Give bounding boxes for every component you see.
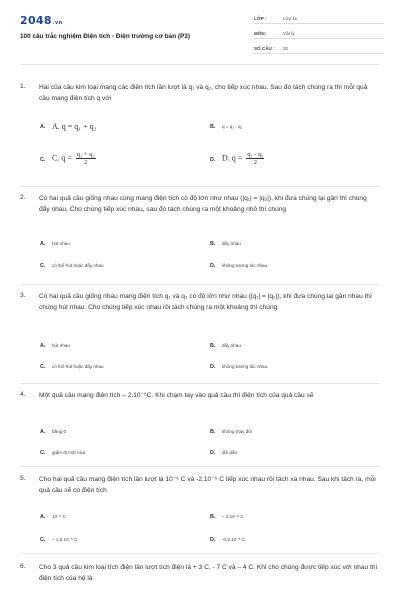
option-text: q = q₁ - q₂ bbox=[222, 124, 243, 129]
option-letter: D. bbox=[210, 157, 216, 163]
option-letter: C. bbox=[40, 364, 46, 370]
logo-text: 2048 bbox=[20, 14, 52, 27]
option-letter: C. bbox=[40, 537, 46, 543]
question-number: 6. bbox=[20, 563, 26, 570]
option-letter: A. bbox=[40, 429, 46, 435]
fraction bbox=[76, 151, 96, 166]
option-text: không tương tác nhau. bbox=[222, 263, 269, 268]
option-letter: A. bbox=[40, 124, 46, 130]
fraction-numerator: q₁ + q₂ bbox=[76, 151, 95, 158]
question-number: 4. bbox=[20, 391, 26, 398]
question-text: Một quả cầu mang điện tích – 2.10⁻⁶C. Khi chạm tay vào quả cầu thì điện tích của quả cầu sẽ bbox=[39, 392, 314, 399]
option-letter: B. bbox=[210, 124, 216, 130]
option-formula bbox=[222, 151, 264, 166]
meta-count-value: 20 bbox=[283, 46, 289, 51]
question-number: 5. bbox=[20, 475, 26, 482]
fraction-denominator: 2 bbox=[253, 159, 257, 166]
option-text: A. q = q₁ + q₂ bbox=[52, 122, 97, 131]
meta-count bbox=[254, 44, 384, 54]
option-letter: C. bbox=[40, 157, 46, 163]
question-divider bbox=[20, 553, 380, 554]
question-2 bbox=[20, 194, 380, 274]
option-text: -0,5.10⁻⁶ C bbox=[222, 537, 246, 542]
option-text: có thể hút hoặc đẩy nhau bbox=[52, 263, 104, 268]
option-letter: B. bbox=[210, 241, 216, 247]
option-letter: D. bbox=[210, 263, 216, 269]
question-divider bbox=[20, 284, 380, 285]
formula-prefix: C. q = bbox=[52, 153, 72, 163]
meta-count-label: SỐ CÂU : bbox=[254, 46, 275, 51]
option-letter: A. bbox=[40, 343, 46, 349]
fraction bbox=[246, 151, 264, 166]
question-text: Cho hai quả cầu mang điện tích lần lượt là 10⁻⁶ C và -2.10⁻⁶ C tiếp xúc nhau rồi tách xa nhau. Sau khi tách ra, mỗi quả cầu sẽ có điện tích bbox=[39, 476, 376, 494]
option-formula bbox=[52, 151, 96, 166]
question-divider bbox=[20, 466, 380, 467]
question-text: Cho 3 quả cầu kim loại tích điện lần lượt tích điện là + 3 C, - 7 C và – 4 C. Khi cho chúng được tiếp xúc với nhau thì điện tích của hệ là bbox=[39, 564, 378, 582]
option-letter: A. bbox=[40, 241, 46, 247]
question-6 bbox=[20, 563, 380, 593]
question-divider bbox=[20, 383, 380, 384]
meta-class-label: LỚP : bbox=[254, 16, 267, 21]
option-letter: B. bbox=[210, 514, 216, 520]
question-1 bbox=[20, 83, 380, 173]
question-text: Hai của cầu kim loại mang các điện tích lần lượt là q₁ và q₂, cho tiếp xúc nhau. Sau đó tách chúng ra thì mỗi quả cầu mang điện tích q với bbox=[39, 84, 368, 102]
option-letter: B. bbox=[210, 429, 216, 435]
meta-class bbox=[254, 14, 384, 24]
option-text: – 3.10⁻⁶ C bbox=[222, 514, 244, 519]
meta-class-value: Lớp 11 bbox=[283, 16, 298, 21]
option-text: có thể hút hoặc đẩy nhau bbox=[52, 364, 104, 369]
option-text: không tương tác nhau. bbox=[222, 364, 269, 369]
meta-subject-value: Vật lý bbox=[283, 31, 295, 36]
question-text: Có hai quả cầu giống nhau cùng mang điện tích có độ lớn như nhau (|q₁| = |q₂|), khi đưa chúng lại gần thì chúng đẩy nhau. Cho chúng tiếp xúc nhau, sau đó tách chúng ra một khoảng nhỏ thì chúng bbox=[39, 195, 367, 213]
site-logo[interactable] bbox=[20, 14, 62, 27]
option-text: giảm đi một nửa bbox=[52, 450, 86, 455]
option-letter: D. bbox=[210, 537, 216, 543]
question-divider bbox=[20, 186, 380, 187]
meta-subject bbox=[254, 29, 384, 39]
meta-subject-label: MÔN : bbox=[254, 31, 268, 36]
question-number: 3. bbox=[20, 292, 26, 299]
option-letter: C. bbox=[40, 450, 46, 456]
option-text: không thay đổi bbox=[222, 429, 252, 434]
exam-title: 100 câu trắc nghiệm Điện tích - Điện trường cơ bản (P3) bbox=[20, 33, 190, 40]
option-text: hút nhau bbox=[52, 241, 70, 246]
option-text: – 1,5.10⁻⁶ C bbox=[52, 537, 78, 542]
option-letter: A. bbox=[40, 514, 46, 520]
question-text: Có hai quả cầu giống nhau mang điện tích q₁ và q₂ có độ lớn như nhau (|q₁| = |q₂|), khi đưa chúng lại gần nhau thì chúng hút nhau. Cho chúng tiếp xúc nhau rồi tách chúng ra một khoảng thì chúng bbox=[39, 293, 372, 311]
question-number: 1. bbox=[20, 83, 26, 90]
option-text: đẩy nhau bbox=[222, 241, 241, 246]
option-text: đẩy nhau bbox=[222, 343, 241, 348]
option-letter: B. bbox=[210, 343, 216, 349]
option-text: bằng 0 bbox=[52, 429, 67, 434]
question-5 bbox=[20, 475, 380, 545]
formula-prefix: D. q = bbox=[222, 153, 243, 163]
option-text: 10⁻⁶ C bbox=[52, 514, 67, 519]
question-3 bbox=[20, 292, 380, 377]
question-4 bbox=[20, 391, 380, 461]
option-letter: D. bbox=[210, 364, 216, 370]
option-text: đổi dấu bbox=[222, 450, 238, 455]
fraction-denominator: 2 bbox=[84, 159, 88, 166]
option-text: hút nhau bbox=[52, 343, 70, 348]
option-letter: C. bbox=[40, 263, 46, 269]
question-number: 2. bbox=[20, 194, 26, 201]
option-letter: D. bbox=[210, 450, 216, 456]
header-divider bbox=[20, 64, 380, 65]
logo-domain: .vn bbox=[52, 20, 63, 26]
page-header bbox=[0, 0, 400, 68]
fraction-numerator: q₁ - q₂ bbox=[247, 151, 264, 158]
